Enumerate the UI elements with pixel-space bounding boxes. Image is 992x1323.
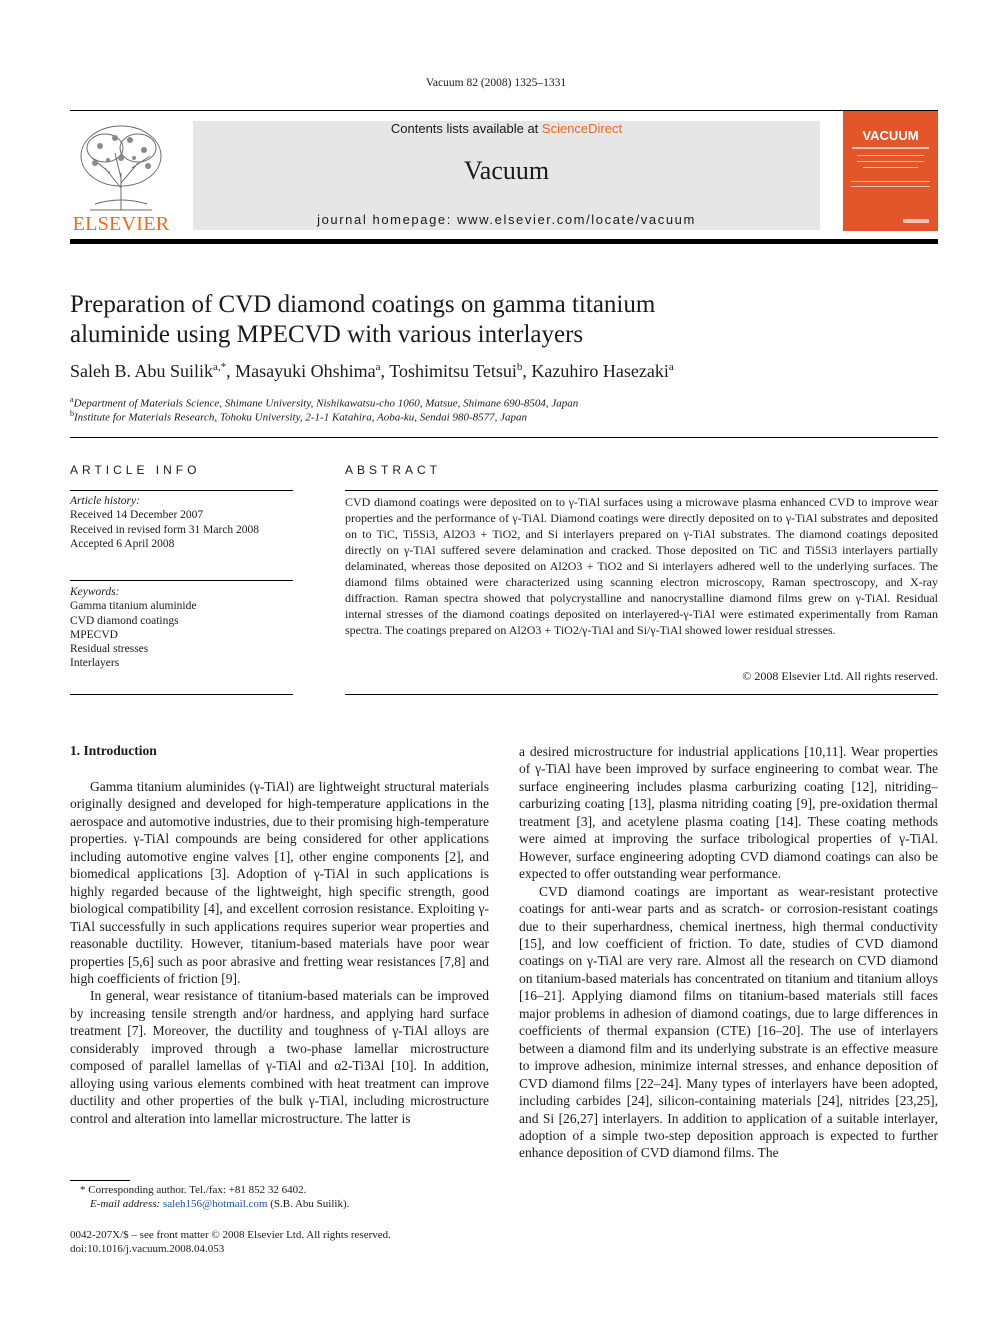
journal-name: Vacuum bbox=[463, 156, 550, 185]
article-title-line-2: aluminide using MPECVD with various interlayers bbox=[70, 321, 584, 348]
abstract-heading: ABSTRACT bbox=[345, 463, 442, 477]
author-name[interactable]: Saleh B. Abu Suilik bbox=[70, 361, 214, 381]
article-info-heading: ARTICLE INFO bbox=[70, 463, 201, 477]
header-bottom-rule bbox=[70, 239, 938, 244]
keywords-block bbox=[70, 585, 293, 671]
author-affiliation-mark: a bbox=[375, 361, 381, 373]
keyword: MPECVD bbox=[70, 628, 118, 641]
cover-title: VACUUM bbox=[862, 128, 919, 143]
contents-line bbox=[193, 121, 820, 136]
author-separator: , bbox=[380, 361, 390, 381]
history-received: Received 14 December 2007 bbox=[70, 509, 204, 522]
elsevier-logo-text: ELSEVIER bbox=[72, 213, 170, 235]
affiliation-a bbox=[70, 395, 930, 410]
intro-paragraph: Gamma titanium aluminides (γ-TiAl) are lightweight structural materials originally designed and developed for high-temperature applications in the aerospace and automotive industries, due to their promising high-temperature properties. γ-TiAl compounds are being considered for other applications including automotive engine valves [1], other engine components [2], and biomedical applications [3]. Adoption of γ-TiAl in such applications is highly regarded because of the lightweight, high specific strength, good biological compatibility [4], and excellent corrosion resistance. Exploiting γ-TiAl successfully in such applications requires superior wear properties and reasonable ductility. However, titanium-based materials have poor wear properties [5,6] such as poor abrasive and fretting wear resistances [7,8] and high coefficients of friction [9]. bbox=[70, 779, 489, 986]
keyword: CVD diamond coatings bbox=[70, 614, 179, 627]
author-separator: , bbox=[522, 361, 532, 381]
intro-paragraph: CVD diamond coatings are important as wear-resistant protective coatings for anti-wear parts and as scratch- or corrosion-resistant coatings due to their superhardness, chemical inertness, high thermal conductivity [15], and low coefficient of friction. To date, studies of CVD diamond coatings on γ-TiAl are very rare. Almost all the research on CVD diamond on titanium-based materials has concentrated on titanium and titanium alloys [16–21]. Applying diamond films on titanium-based materials still faces major problems in adhesion of diamond coatings, due to large differences in coefficients of thermal expansion (CTE) [16–20]. The use of interlayers between a diamond film and its underlying substrate is an effective measure to improve adhesion, minimize internal stresses, and enhance deposition of CVD diamond films [22–24]. Many types of interlayers have been adopted, including carbides [24], silicon-containing materials [24], nitrides [23,25], and Si [26,27] interlayers. In addition to application of a suitable interlayer, adoption of a simple two-step deposition approach is expected to further enhance deposition of CVD diamond films. The bbox=[519, 883, 938, 1161]
affiliation-b bbox=[70, 409, 930, 424]
issn-line: 0042-207X/$ – see front matter © 2008 Elsevier Ltd. All rights reserved. bbox=[70, 1229, 391, 1241]
sciencedirect-link[interactable]: ScienceDirect bbox=[541, 121, 623, 136]
footnote-rule bbox=[70, 1180, 130, 1181]
header-top-rule bbox=[70, 110, 938, 111]
title-block-rule bbox=[70, 437, 938, 438]
journal-homepage[interactable]: journal homepage: www.elsevier.com/locate/vacuum bbox=[317, 212, 696, 227]
abstract-copyright: © 2008 Elsevier Ltd. All rights reserved. bbox=[742, 669, 938, 683]
keyword: Residual stresses bbox=[70, 643, 149, 656]
keywords-label: Keywords: bbox=[70, 586, 120, 598]
author-separator: , bbox=[226, 361, 236, 381]
keyword: Interlayers bbox=[70, 657, 120, 670]
abstract-text: CVD diamond coatings were deposited on to γ-TiAl surfaces using a microwave plasma enhanced CVD to improve wear properties and the performance of γ-TiAl. Diamond coatings were directly deposited on to γ-TiAl substrates and deposited on to TiC, Ti5Si3, Al2O3 + TiO2, and Si interlayers prepared on γ-TiAl substrates. The diamond coatings deposited directly on γ-TiAl suffered severe delamination and cracked. Those deposited on TiC and Ti5Si3 interlayers partially delaminated, whereas those deposited on Al2O3 + TiO2 and Si interlayers adhered well to the underlying surfaces. The diamond films obtained were characterized using scanning electron microscopy, Raman spectroscopy, and X-ray diffraction. Raman spectra showed that polycrystalline and nanocrystalline diamond films grew on γ-TiAl. Residual internal stresses of the diamond coatings deposited on interlayered-γ-TiAl were estimated experimentally from Raman spectra. The coatings prepared on Al2O3 + TiO2/γ-TiAl and Si/γ-TiAl showed lower residual stresses. bbox=[345, 495, 938, 637]
history-label: Article history: bbox=[70, 495, 140, 507]
abstract-bottom-rule bbox=[345, 694, 938, 695]
right-column bbox=[519, 743, 938, 1162]
keyword: Gamma titanium aluminide bbox=[70, 600, 197, 613]
author-affiliation-mark: a,* bbox=[213, 361, 227, 373]
left-column bbox=[70, 778, 489, 1127]
article-info-bottom-rule bbox=[70, 694, 293, 695]
doi-line[interactable]: doi:10.1016/j.vacuum.2008.04.053 bbox=[70, 1243, 225, 1255]
affiliation-mark: b bbox=[70, 409, 74, 418]
article-title bbox=[70, 290, 930, 350]
journal-citation: Vacuum 82 (2008) 1325–1331 bbox=[425, 77, 567, 89]
affiliation-text: Department of Materials Science, Shimane University, Nishikawatsu-cho 1060, Matsue, Shimane 690-8504, Japan bbox=[73, 397, 579, 410]
article-history bbox=[70, 494, 293, 551]
affiliation-mark: a bbox=[70, 395, 74, 404]
author-affiliation-mark: b bbox=[516, 361, 523, 373]
abstract-rule bbox=[345, 490, 938, 491]
history-accepted: Accepted 6 April 2008 bbox=[70, 537, 175, 550]
author-name[interactable]: Toshimitsu Tetsui bbox=[389, 361, 517, 381]
intro-paragraph: In general, wear resistance of titanium-based materials can be improved by increasing tensile strength and/or hardness, and applying hard surface treatment [7]. Moreover, the ductility and toughness of γ-TiAl alloys are considerably improved through a two-phase lamellar microstructure composed of parallel lamellas of γ-TiAl and α2-Ti3Al [10]. In addition, alloying using various elements combined with heat treatment can improve ductility and other properties of the bulk γ-TiAl, including microstructure control and alteration into lamellar microstructure. The latter is bbox=[70, 988, 489, 1126]
history-revised: Received in revised form 31 March 2008 bbox=[70, 523, 260, 536]
keywords-rule bbox=[70, 580, 293, 581]
author-name[interactable]: Kazuhiro Hasezaki bbox=[531, 361, 669, 381]
author-affiliation-mark: a bbox=[668, 361, 674, 373]
article-title-line-1: Preparation of CVD diamond coatings on gamma titanium bbox=[70, 291, 656, 318]
corresponding-author-note: * Corresponding author. Tel./fax: +81 852 32 6402. bbox=[80, 1184, 307, 1196]
email-link[interactable]: saleh156@hotmail.com bbox=[162, 1198, 268, 1210]
email-label: E-mail address: bbox=[90, 1198, 163, 1210]
email-suffix: (S.B. Abu Suilik). bbox=[267, 1198, 350, 1210]
introduction-heading: 1. Introduction bbox=[70, 743, 157, 758]
email-note bbox=[70, 1198, 510, 1210]
article-info-rule bbox=[70, 490, 293, 491]
author-name[interactable]: Masayuki Ohshima bbox=[235, 361, 376, 381]
intro-paragraph: a desired microstructure for industrial applications [10,11]. Wear properties of γ-TiAl have been improved by surface engineering to combat wear. The surface engineering includes plasma carburizing coating [12], nitriding–carburizing coating [13], plasma nitriding coating [9], pre-oxidation thermal treatment [3], and acetylene plasma coating [14]. These coating methods were aimed at improving the surface tribological properties of γ-TiAl. However, surface engineering adopting CVD diamond coatings can also be expected to offer outstanding wear performance. bbox=[519, 744, 938, 882]
author-list bbox=[70, 361, 930, 382]
affiliation-text: Institute for Materials Research, Tohoku University, 2-1-1 Katahira, Aoba-ku, Sendai 980-8577, Japan bbox=[74, 411, 527, 424]
contents-prefix: Contents lists available at bbox=[390, 121, 542, 136]
